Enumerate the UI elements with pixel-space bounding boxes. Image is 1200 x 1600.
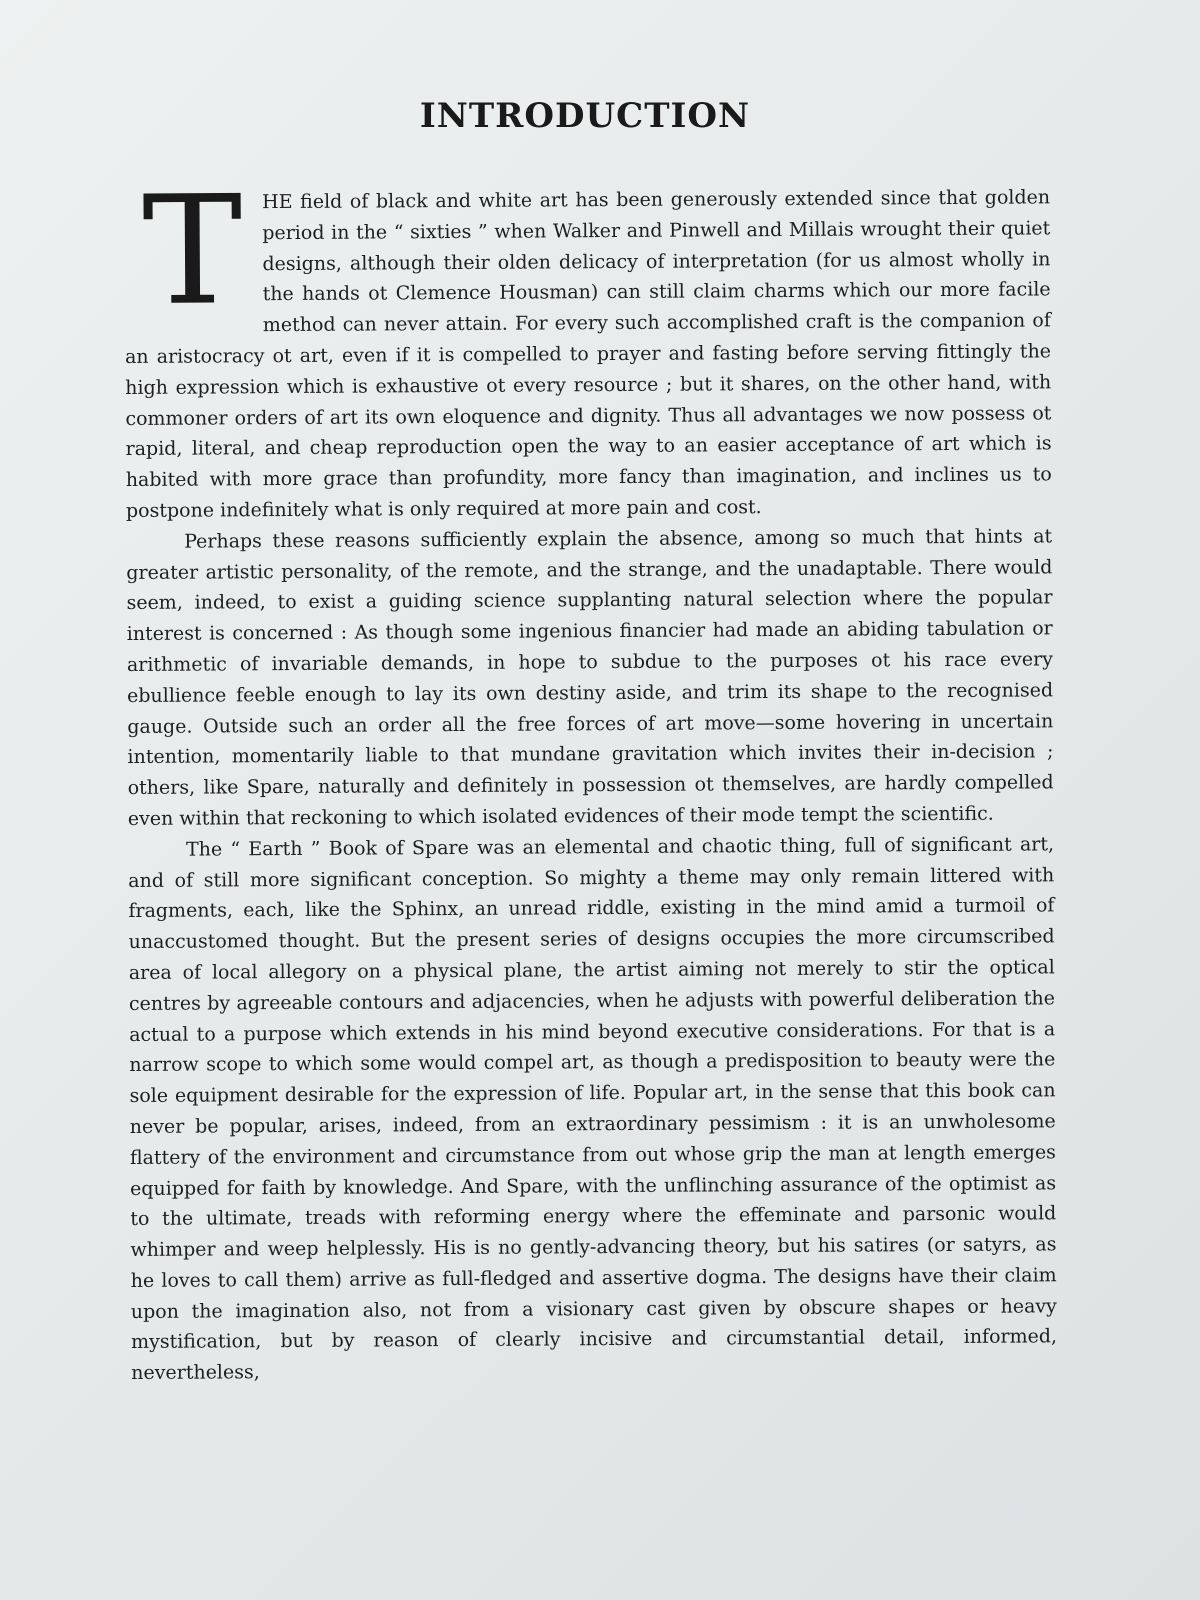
- drop-cap: T: [141, 164, 243, 339]
- paragraph-1-text: HE field of black and white art has been generously extended since that golden period in the “ sixties ” when Walker and Pinwell and Millais wrought their quiet designs, although their olden delicacy of interpretation (for us almost wholly in the hands ot Clemence Housman) can still claim charms which our more facile method can never attain. For every such accomplished craft is the companion of an aristocracy ot art, even if it is compelled to prayer and fasting before serving fittingly the high expression which is exhaustive ot every resource ; but it shares, on the other hand, with commoner orders of art its own eloquence and dignity. Thus all advantages we now possess ot rapid, literal, and cheap reproduction open the way to an easier acceptance of art which is habited with more grace than profundity, more fancy than imagination, and inclines us to postpone indefinitely what is only required at more pain and cost.: [124, 186, 1052, 522]
- paragraph-2: Perhaps these reasons sufficiently explain the absence, among so much that hints at greater artistic personality, of the remote, and the strange, and the unadaptable. There would seem, indeed, to exist a guiding science supplanting natural selection where the popular interest is concerned : As though some ingenious financier had made an abiding tabulation or arithmetic of invariable demands, in hope to subdue to the purposes ot his race every ebullience feeble enough to lay its own destiny aside, and trim its shape to the recognised gauge. Outside such an order all the free forces of art move—some hovering in uncertain intention, momentarily liable to that mundane gravitation which invites their in-decision ; others, like Spare, naturally and definitely in possession ot themselves, are hardly compelled even within that reckoning to which isolated evidences of their mode tempt the scientific.: [126, 525, 1054, 830]
- paragraph-3: The “ Earth ” Book of Spare was an elemental and chaotic thing, full of significant art, and of still more significant conception. So mighty a theme may only remain littered with fragments, each, like the Sphinx, an unread riddle, existing in the mind amid a turmoil of unaccustomed thought. But the present series of designs occupies the more circumscribed area of local allegory on a physical plane, the artist aiming not merely to stir the optical centres by agreeable contours and adjacencies, when he adjusts with powerful deliberation the actual to a purpose which extends in his mind beyond executive considerations. For that is a narrow scope to which some would compel art, as though a predisposition to beauty were the sole equipment desirable for the expression of life. Popular art, in the sense that this book can never be popular, arises, indeed, from an extraordinary pessimism : it is an unwholesome flattery of the environment and circumstance from out whose grip the man at length emerges equipped for faith by knowledge. And Spare, with the unflinching assurance of the optimist as to the ultimate, treads with reforming energy where the effeminate and parsonic would whimper and weep helplessly. His is no gently-advancing theory, but his satires (or satyrs, as he loves to call them) arrive as full-fledged and assertive dogma. The designs have their claim upon the imagination also, not from a visionary cast given by obscure shapes or heavy mystification, but by reason of clearly incisive and circumstantial detail, informed, nevertheless,: [128, 833, 1058, 1385]
- page-title: INTRODUCTION: [419, 96, 751, 136]
- body-text: [124, 164, 1058, 1389]
- paragraph-1: [124, 164, 1052, 526]
